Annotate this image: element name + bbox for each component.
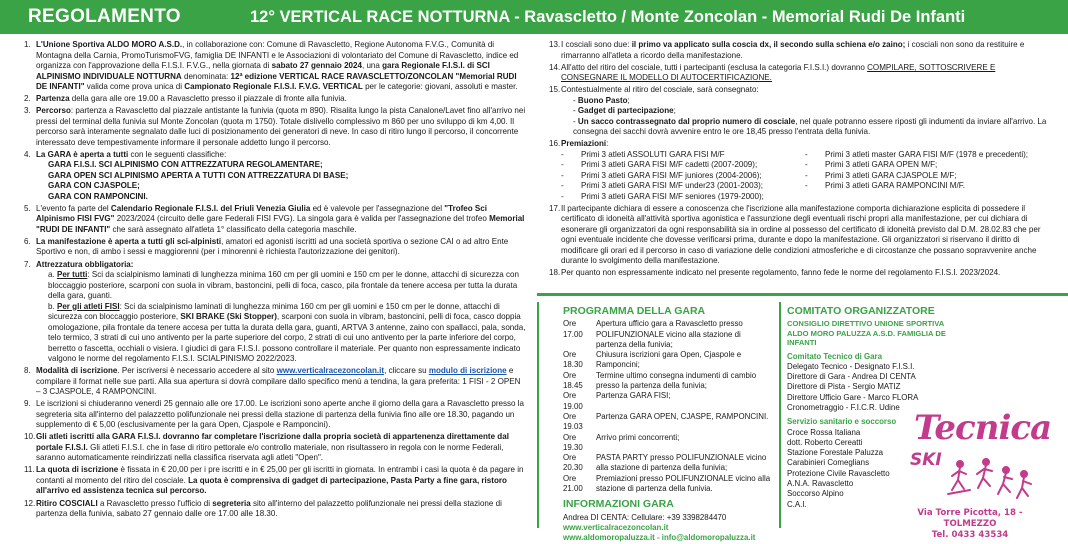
left-border-line bbox=[537, 302, 539, 528]
info-section bbox=[563, 499, 773, 543]
prize-item: - Primi 3 atleti GARA CJASPOLE M/F; bbox=[805, 170, 957, 180]
rule-number: 2. bbox=[24, 94, 31, 104]
rule-item bbox=[24, 399, 527, 431]
rule-text: La quota di iscrizione è fissata in € 20,00 per i pre iscritti e in € 25,00 per gli iscritti in giornata. In entrambi i casi la quota è da pagare in contanti al momento del ritiro del cosciale. La quota è comprensiva di gadget di partecipazione, Pasta Party a fine gara, ristoro all'arrivo ed assistenza tecnica sul percorso. bbox=[36, 465, 524, 496]
programma-time: Ore 19.00 bbox=[563, 391, 583, 411]
comitato-tech-item: Direttore di Pista - Sergio MATIZ bbox=[787, 382, 901, 392]
rule-text: L'Unione Sportiva ALDO MORO A.S.D., in collaborazione con: Comune di Ravascletto, Regione Autonoma F.V.G., Comunità di Montagna della Carnia, PromoTurismoFVG, famiglia DE INFANTI e le Associazioni di volontariato del Comune di Ravascletto, indice ed organizza con l'approvazione della F.I.S.I. F.V.G., nella giornata di sabato 27 gennaio 2024, una gara Regionale F.I.S.I. di SCI ALPINISMO INDIVIDUALE NOTTURNA denominata: 12ª edizione VERTICAL RACE RAVASCLETTO/ZONCOLAN "Memorial RUDI DE INFANTI" valida come prova unica di Campionato Regionale F.I.S.I. F.V.G. VERTICAL per le categorie: giovani, assoluti e master. bbox=[36, 40, 519, 91]
rule-item bbox=[549, 139, 1049, 202]
logo-ski-text: SKI bbox=[910, 450, 942, 470]
rules-left-column bbox=[24, 40, 527, 530]
section-divider bbox=[537, 293, 1068, 296]
programma-desc: Apertura ufficio gara a Ravascletto presso POLIFUNZIONALE vicino alla stazione di partenza della funivia; bbox=[596, 319, 743, 349]
rule-text: La GARA è aperta a tutti con le seguenti classifiche: bbox=[36, 149, 227, 159]
prizes-column bbox=[561, 150, 805, 203]
rule-number: 5. bbox=[24, 203, 31, 213]
info-contact: Andrea DI CENTA: Cellulare: +39 3398284470 bbox=[563, 512, 727, 522]
rule-text: L'evento fa parte del Calendario Regionale F.I.S.I. del Friuli Venezia Giulia ed è valevole per l'assegnazione del "Trofeo Sci Alpinismo FISI FVG" 2023/2024 (circuito delle gare Federali FISI FVG). La singola gara è valida per l'assegnazione del trofeo Memorial "RUDI DE INFANTI" che sarà assegnato all'atleta 1° classificato della categoria maschile. bbox=[36, 203, 525, 234]
rules-right-column bbox=[549, 40, 1049, 280]
comitato-subtitle: CONSIGLIO DIRETTIVO UNIONE SPORTIVA ALDO MORO PALUZZA A.S.D. FAMIGLIA DE INFANTI bbox=[787, 319, 946, 348]
rule-item bbox=[24, 366, 527, 398]
comitato-tech-item: Direttore Ufficio Gare - Marco FLORA bbox=[787, 392, 919, 402]
rule-text: Per quanto non espressamente indicato nel presente regolamento, fanno fede le norme del regolamento F.I.S.I. 2023/2024. bbox=[561, 268, 1001, 278]
rule-subitem: a. Per tutti: Sci da scialpinismo laminati di lunghezza minima 160 cm per gli uomini e 150 cm per le donne, attacchi di sicurezza con bloccaggio posteriore, scarponi con suola in vibram, bastoncini, pelli di foca, casco, pila frontale da tenere accesa per tutta la durata della gara, guanti. bbox=[48, 270, 519, 301]
programma-time: Ore 21.00 bbox=[563, 473, 583, 494]
comitato-service-title: Servizio sanitario e soccorso bbox=[787, 417, 897, 427]
rule-text: Attrezzatura obbligatoria: bbox=[36, 259, 134, 269]
programma-time: Ore 19.30 bbox=[563, 432, 583, 452]
rule-number: 4. bbox=[24, 149, 31, 159]
rule-text: Le iscrizioni si chiuderanno venerdì 25 gennaio alle ore 17.00. Le iscrizioni sono aperte anche il giorno della gara a Ravascletto presso la segreteria sita all'interno del palazzetto polifunzionale nei pressi della stazione di partenza della funivia fino alle ore 18.30, pagando un supplemento di € 5,00 (esclusivamente per la gara Open, Cjaspole e Ramponcini). bbox=[36, 399, 525, 430]
rule-text: Il partecipante dichiara di essere a conoscenza che l'iscrizione alla manifestazione comporta dichiarazione esplicita di possedere il certificato di idoneità all'attività sportiva agonistica e l'assunzione degli eventuali rischi propri alla manifestazione, per cui dichiara di esonerare gli organizzatori da ogni responsabilità sia in ordine al possesso del certificato di idoneità previsto dal D.M. 28.02.83 che per ogni eventuale incidente che dovesse verificarsi prima, durante e dopo la manifestazione. Gli organizzatori si riservano il diritto di modificare gli orari ed il percorso in caso di variazione delle condizioni atmosferiche e di circostanze che possano sopravvenire anche durante lo svolgimento della manifestazione. bbox=[561, 203, 1041, 266]
programma-desc: Partenza GARA OPEN, CJASPE, RAMPONCINI. bbox=[596, 411, 769, 421]
rule-subitem: GARA CON CJASPOLE; bbox=[48, 181, 140, 191]
programma-row bbox=[563, 319, 773, 350]
programma-row bbox=[563, 391, 773, 412]
rule-item bbox=[549, 40, 1049, 61]
programma-desc: Chiusura iscrizioni gara Open, Cjaspole e Ramponcini; bbox=[596, 350, 742, 370]
rule-item bbox=[24, 204, 527, 236]
rule-subitem: - Un sacco contrassegnato dal proprio numero di cosciale, nel quale potranno essere riposti gli indumenti da inviare all'arrivo. La consegna dei sacchi dovrà avvenire entro le ore 18,45 presso l'entrata della funivia. bbox=[573, 116, 1047, 137]
rule-number: 18. bbox=[549, 268, 561, 278]
programma-time: Ore 18.30 bbox=[563, 350, 583, 370]
rule-number: 9. bbox=[24, 399, 31, 409]
rule-text: All'atto del ritiro del cosciale, tutti i partecipanti (esclusa la categoria F.I.S.I.) dovranno COMPILARE, SOTTOSCRIVERE E CONSEGNARE IL MODELLO DI AUTOCERTIFICAZIONE. bbox=[561, 62, 996, 83]
rule-number: 15. bbox=[549, 85, 561, 95]
rule-text: Partenza della gara alle ore 19.00 a Ravascletto presso il piazzale di fronte alla funivia. bbox=[36, 94, 347, 104]
rule-item bbox=[549, 85, 1049, 138]
rule-number: 16. bbox=[549, 139, 561, 149]
prize-item: - Primi 3 atleti GARA RAMPONCINI M/F. bbox=[805, 181, 965, 191]
rule-number: 14. bbox=[549, 62, 561, 72]
logo-address-block bbox=[900, 508, 1040, 541]
rule-item bbox=[24, 260, 527, 365]
rule-item bbox=[549, 63, 1049, 84]
comitato-service-item: Croce Rossa Italiana bbox=[787, 427, 861, 437]
rule-item bbox=[24, 106, 527, 148]
header-event-title: 12° VERTICAL RACE NOTTURNA - Ravascletto / Monte Zoncolan - Memorial Rudi De Infanti bbox=[250, 7, 966, 26]
rule-text: Contestualmente al ritiro del cosciale, sarà consegnato: bbox=[561, 85, 759, 95]
programma-desc: Termine ultimo consegna indumenti di cambio presso la partenza della funivia; bbox=[596, 370, 757, 391]
programma-row bbox=[563, 412, 773, 433]
info-site-link[interactable]: www.verticalracezoncolan.it bbox=[563, 522, 669, 532]
rule-subitem: b. Per gli atleti FISI: Sci da scialpinismo laminati di lunghezza minima 160 cm per gli uomini e 150 cm per le donne, attacchi di sicurezza con bloccaggio posteriore, SKI BRAKE (Ski Stopper), scarponi con suola in vibram, bastoncini, pelli di foca, casco doppia omologazione, pila frontale da tenere accesa per tutta la durata della gara, guanti, ARTVA 3 antenne, zaino con spallacci, pala, sonda, telo termico, 3 strati di cui uno antivento per la parte superiore del corpo, 2 strati di cui uno antivento per la parte inferiore del corpo, berretto o fascetta, occhiali o visiera. I giudici di gara F.I.S.I. possono controllare il materiale. Per quanto non espressamente indicato valgono le norme del regolamento F.I.S.I. SCIALPINISMO 2022/2023. bbox=[48, 301, 526, 364]
rule-subitem: GARA OPEN SCI ALPINISMO APERTA A TUTTI CON ATTREZZATURA DI BASE; bbox=[48, 170, 349, 180]
rule-subitem: GARA CON RAMPONCINI. bbox=[48, 191, 148, 201]
page-header bbox=[0, 0, 1068, 34]
comitato-service-item: Carabinieri Comeglians bbox=[787, 458, 870, 468]
rule-item bbox=[24, 237, 527, 258]
comitato-service-item: C.A.I. bbox=[787, 499, 807, 509]
programma-time: Ore 20.30 bbox=[563, 453, 583, 473]
rule-item bbox=[24, 465, 527, 497]
comitato-service-item: A.N.A. Ravascletto bbox=[787, 479, 854, 489]
info-title: INFORMAZIONI GARA bbox=[563, 498, 674, 511]
tecnica-ski-logo bbox=[906, 404, 1052, 512]
prize-item: - Primi 3 atleti master GARA FISI M/F (1978 e precedenti); bbox=[805, 149, 1029, 159]
prize-item: - Primi 3 atleti GARA FISI M/F seniores (1979-2000); bbox=[561, 191, 764, 201]
rule-text: I cosciali sono due: il primo va applicato sulla coscia dx, il secondo sulla schiena e/o zaino; i cosciali non sono da restituire e rimarranno all'atleta a ricordo della manifestazione. bbox=[561, 40, 1025, 60]
rules-list-left bbox=[24, 40, 527, 520]
logo-address: Via Torre Picotta, 18 - TOLMEZZO bbox=[917, 508, 1023, 529]
programma-time: Ore 18.45 bbox=[563, 370, 583, 391]
rule-text: Percorso: partenza a Ravascletto dal piazzale antistante la funivia (quota m 890). Risalita lungo la pista Canalone/Lavet fino all'arrivo nei pressi del terminal della funivia sul Monte Zoncolan (quota m 1750). Totale dislivello complessivo m 860 per uno sviluppo di km 4,00. Il percorso sarà interamente segnalato dalle luci di posizionamento dei generatori di neve. In caso di ritiro lungo il percorso, il concorrente interessato deve tempestivamente informare il personale addetto lungo il percorso. bbox=[36, 106, 526, 147]
rule-sublist bbox=[36, 270, 527, 365]
programma-desc: PASTA PARTY presso POLIFUNZIONALE vicino alla stazione di partenza della funivia; bbox=[596, 453, 767, 473]
rule-number: 11. bbox=[24, 465, 35, 475]
comitato-tech-item: Direttore di Gara - Andrea DI CENTA bbox=[787, 372, 916, 382]
comitato-service-item: Soccorso Alpino bbox=[787, 489, 844, 499]
prize-item: - Primi 3 atleti GARA FISI M/F under23 (2001-2003); bbox=[561, 181, 764, 191]
rule-subitem: - Gadget di partecipazione; bbox=[573, 106, 676, 116]
programma-row bbox=[563, 371, 773, 392]
rule-number: 10. bbox=[24, 432, 36, 442]
rule-item bbox=[24, 94, 527, 105]
programma-rows bbox=[563, 319, 773, 494]
programma-section bbox=[563, 306, 773, 544]
comitato-tech-item: Delegato Tecnico - Designato F.I.S.I. bbox=[787, 361, 915, 371]
rule-text: La manifestazione è aperta a tutti gli sci-alpinisti, amatori ed agonisti iscritti ad una società sportiva o sezione CAI o ad altro Ente Sportivo e non, di ambo i sessi e maggiorenni (per i minorenni è richiesta l'autorizzazione dei genitori). bbox=[36, 236, 509, 257]
rule-item bbox=[549, 204, 1049, 267]
rule-item bbox=[24, 499, 527, 520]
programma-time: Ore 17.00 bbox=[563, 319, 583, 339]
programma-row bbox=[563, 433, 773, 454]
comitato-title: COMITATO ORGANIZZATORE bbox=[787, 305, 935, 317]
prizes-column bbox=[805, 150, 1049, 203]
rule-item bbox=[24, 150, 527, 203]
rule-number: 3. bbox=[24, 106, 31, 116]
rule-item bbox=[24, 40, 527, 93]
rule-text: Premiazioni: bbox=[561, 139, 609, 149]
rule-number: 1. bbox=[24, 40, 31, 49]
programma-time: Ore 19.03 bbox=[563, 411, 583, 432]
comitato-tech-item: Cronometraggio - F.I.C.R. Udine bbox=[787, 403, 900, 412]
rule-number: 17. bbox=[549, 203, 561, 213]
programma-row bbox=[563, 350, 773, 371]
header-regolamento: REGOLAMENTO bbox=[28, 6, 181, 27]
prize-item: - Primi 3 atleti GARA OPEN M/F; bbox=[805, 160, 938, 170]
rule-number: 12. bbox=[24, 498, 36, 508]
prize-item: - Primi 3 atleti ASSOLUTI GARA FISI M/F bbox=[561, 149, 725, 159]
programma-row bbox=[563, 453, 773, 474]
rule-subitem: - Buono Pasto; bbox=[573, 95, 630, 105]
rule-sublist bbox=[36, 160, 527, 202]
programma-desc: Arrivo primi concorrenti; bbox=[596, 432, 680, 442]
prizes-grid bbox=[561, 150, 1049, 203]
prize-item: - Primi 3 atleti GARA FISI M/F juniores (2004-2006); bbox=[561, 170, 762, 180]
rule-sublist bbox=[561, 96, 1049, 138]
rule-text: Ritiro COSCIALI a Ravascletto presso l'ufficio di segreteria sito all'interno del palazzetto polifunzionale nei pressi della stazione di partenza della funivia, sabato 27 gennaio dalle ore 17.00 alle 18.30. bbox=[36, 498, 502, 519]
rule-number: 8. bbox=[24, 366, 31, 376]
logo-phone: Tel. 0433 43534 bbox=[931, 530, 1009, 540]
comitato-tech-title: Comitato Tecnico di Gara bbox=[787, 351, 882, 361]
logo-name: Tecnica bbox=[914, 408, 1052, 448]
rule-item bbox=[549, 268, 1049, 279]
rule-item bbox=[24, 432, 527, 464]
rule-text: Modalità di iscrizione. Per iscriversi è necessario accedere al sito www.verticalracezoncolan.it, cliccare su modulo di iscrizione e compilare il format nelle sue parti. Alla sua apertura si dovrà compilare dallo specifico menù a tendina, la gara preferita: 1 FISI - 2 OPEN – 3 CJASPOLE, 4 RAMPONCINI. bbox=[36, 366, 521, 397]
prize-item: - Primi 3 atleti GARA FISI M/F cadetti (2007-2009); bbox=[561, 160, 758, 170]
rule-number: 13. bbox=[549, 40, 561, 49]
comitato-service-item: Protezione Civile Ravascletto bbox=[787, 468, 890, 478]
rule-number: 6. bbox=[24, 236, 31, 246]
programma-desc: Premiazioni presso POLIFUNZIONALE vicino alla stazione di partenza della funivia. bbox=[596, 473, 771, 494]
programma-title: PROGRAMMA DELLA GARA bbox=[563, 305, 706, 317]
rule-subitem: GARA F.I.S.I. SCI ALPINISMO CON ATTREZZATURA REGOLAMENTARE; bbox=[48, 160, 323, 170]
programma-row bbox=[563, 474, 773, 495]
column-divider bbox=[779, 302, 781, 528]
skier-figures-icon bbox=[946, 456, 1036, 506]
rules-list-right bbox=[549, 40, 1049, 279]
rule-text: Gli atleti iscritti alla GARA F.I.S.I. dovranno far completare l'iscrizione dalla propria società di appartenenza direttamente dal portale F.I.S.I. Gli atleti F.I.S.I. che in fase di ritiro pettorale e/o controllo materiale, non risultassero in regola con le norme Federali, saranno automaticamente reindirizzati nella classifica riservata agli atleti "Open". bbox=[36, 432, 509, 463]
programma-desc: Partenza GARA FISI; bbox=[596, 391, 671, 401]
comitato-service-item: Stazione Forestale Paluzza bbox=[787, 448, 884, 458]
info-email-link[interactable]: www.aldomoropaluzza.it - info@aldomoropaluzza.it bbox=[563, 533, 756, 543]
comitato-service-item: dott. Roberto Cereatti bbox=[787, 437, 863, 447]
rule-number: 7. bbox=[24, 259, 31, 269]
